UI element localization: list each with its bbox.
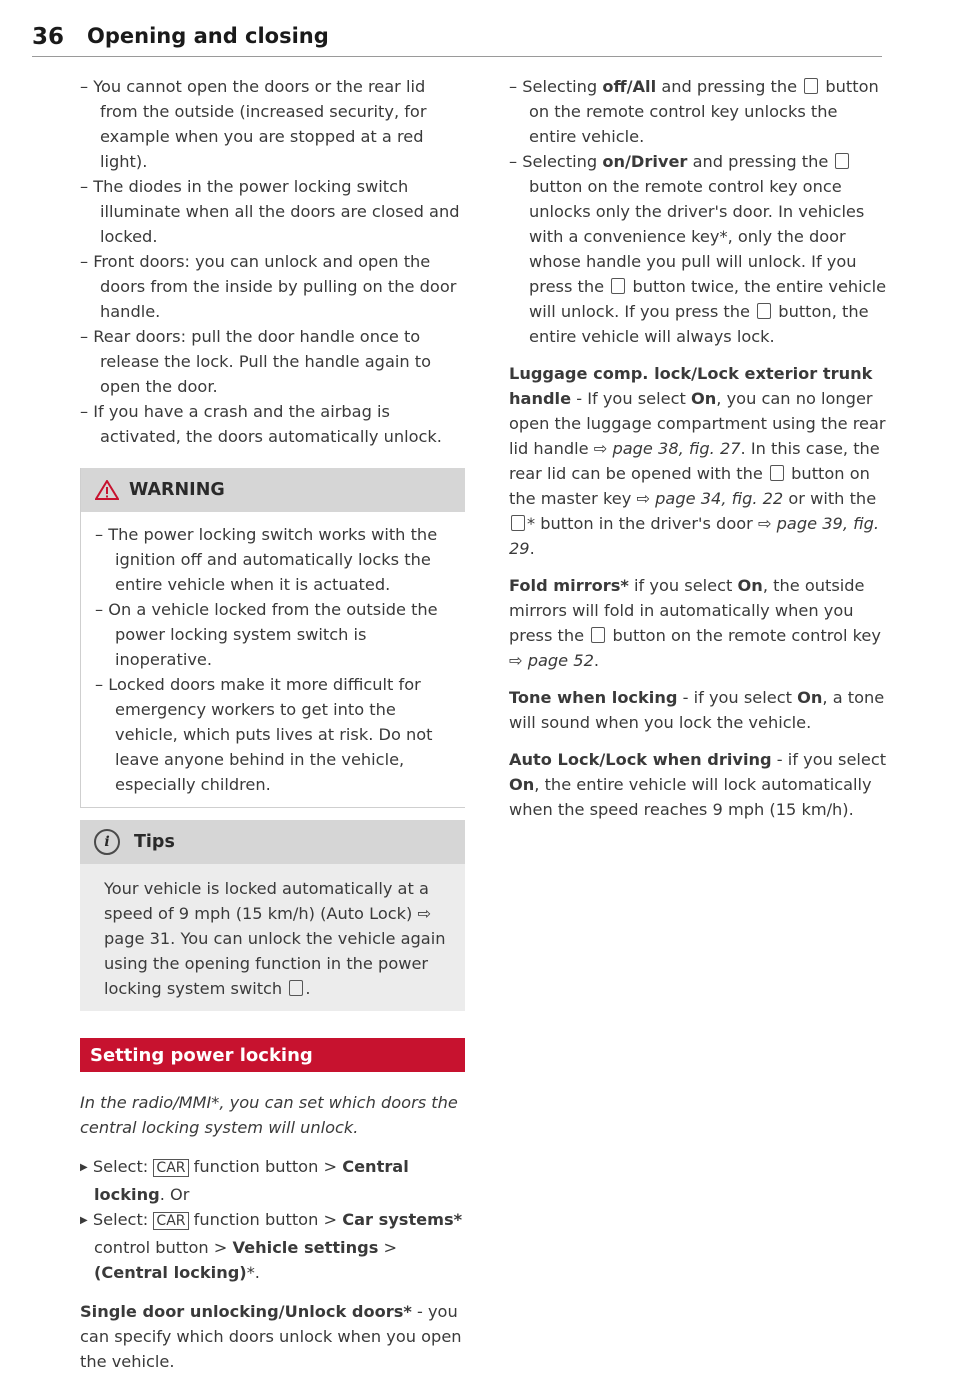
unlock-key-icon bbox=[611, 278, 625, 294]
warning-title: WARNING bbox=[129, 480, 225, 500]
text: and pressing the bbox=[692, 152, 829, 171]
option-title: Fold mirrors* bbox=[509, 576, 629, 595]
section-heading-setting-power-locking: Setting power locking bbox=[80, 1038, 465, 1072]
text: button, the entire vehicle will always lock. bbox=[529, 302, 869, 346]
unlock-key-icon bbox=[804, 78, 818, 94]
option-value: On bbox=[691, 389, 717, 408]
step-prefix: Select: bbox=[92, 1157, 149, 1176]
text: - If you select bbox=[576, 389, 686, 408]
page-reference: ⇨ page 38, fig. 27 bbox=[593, 439, 741, 458]
step-prefix: Select: bbox=[92, 1210, 149, 1229]
right-column bbox=[509, 74, 889, 822]
page-number: 36 bbox=[32, 24, 65, 50]
door-notes-list bbox=[80, 74, 465, 449]
trunk-button-icon bbox=[511, 515, 525, 531]
car-key-label: CAR bbox=[153, 1159, 188, 1177]
text: . In this case, the rear lid can be opened with the bbox=[509, 439, 880, 483]
option-value: On bbox=[509, 775, 535, 794]
warning-list bbox=[81, 512, 465, 797]
lock-key-icon bbox=[591, 627, 605, 643]
page-reference: ⇨ page 39, fig. 29 bbox=[509, 514, 879, 558]
list-item: – Front doors: you can unlock and open the doors from the inside by pulling on the door handle. bbox=[80, 252, 457, 321]
warning-triangle-icon bbox=[95, 480, 119, 500]
text: if you select bbox=[634, 576, 733, 595]
auto-lock-paragraph bbox=[509, 747, 889, 822]
text: , the entire vehicle will lock automatically when the speed reaches 9 mph (15 km/h). bbox=[509, 775, 872, 819]
warning-item: – Locked doors make it more difficult for emergency workers to get into the vehicle, which puts lives at risk. Do not leave anyone behind in the vehicle, especially children. bbox=[95, 675, 433, 794]
lock-switch-icon bbox=[289, 980, 303, 996]
page-reference: ⇨ page 34, fig. 22 bbox=[636, 489, 784, 508]
steps-list bbox=[80, 1154, 465, 1285]
text: button twice, the entire vehicle will unlock. If you press the bbox=[529, 277, 887, 321]
option-title: Tone when locking bbox=[509, 688, 678, 707]
text: button on the remote control key unlocks the entire vehicle. bbox=[529, 77, 879, 146]
page-header bbox=[32, 22, 882, 57]
text: . bbox=[593, 651, 600, 670]
list-item: – You cannot open the doors or the rear lid from the outside (increased security, for example when you are stopped at a red light). bbox=[80, 77, 427, 171]
lock-key-icon bbox=[757, 303, 771, 319]
left-column bbox=[80, 74, 465, 1374]
list-item bbox=[509, 74, 889, 149]
unlock-key-icon bbox=[835, 153, 849, 169]
warning-item: – The power locking switch works with the ignition off and automatically locks the entire vehicle when it is actuated. bbox=[95, 525, 438, 594]
option-title: Single door unlocking/Unlock doors* bbox=[80, 1302, 412, 1321]
step-item bbox=[80, 1154, 465, 1207]
fold-mirrors-paragraph bbox=[509, 573, 889, 673]
text: - if you select bbox=[682, 688, 792, 707]
option-text: - you can specify which doors unlock when you open the vehicle. bbox=[80, 1302, 462, 1371]
tone-paragraph bbox=[509, 685, 889, 735]
text: button on the master key bbox=[509, 464, 870, 508]
step-arrow-icon: ▶ bbox=[80, 1162, 88, 1173]
step-text: > bbox=[383, 1238, 398, 1257]
luggage-lock-paragraph bbox=[509, 361, 889, 561]
page-reference: ⇨ page 52 bbox=[509, 651, 594, 670]
selection-list bbox=[509, 74, 889, 349]
text: , a tone will sound when you lock the vehicle. bbox=[509, 688, 885, 732]
text: - if you select bbox=[776, 750, 887, 769]
step-arrow-icon: ▶ bbox=[80, 1215, 88, 1226]
step-text: control button > bbox=[94, 1238, 228, 1257]
single-door-paragraph bbox=[80, 1299, 465, 1374]
trunk-key-icon bbox=[770, 465, 784, 481]
step-bold: (Central locking) bbox=[94, 1263, 247, 1282]
step-bold: Car systems* bbox=[342, 1210, 463, 1229]
text: . bbox=[529, 539, 535, 558]
info-icon: i bbox=[94, 829, 120, 855]
tips-title: Tips bbox=[134, 832, 175, 852]
step-item bbox=[80, 1207, 465, 1285]
step-bold: Vehicle settings bbox=[232, 1238, 379, 1257]
list-item: – Rear doors: pull the door handle once to release the lock. Pull the handle again to open the door. bbox=[80, 327, 432, 396]
tips-header bbox=[80, 820, 465, 864]
step-text: function button > bbox=[193, 1157, 338, 1176]
step-suffix: . Or bbox=[159, 1185, 190, 1204]
text: and pressing the bbox=[661, 77, 798, 96]
list-item: – The diodes in the power locking switch illuminate when all the doors are closed and locked. bbox=[80, 177, 460, 246]
list-item: – If you have a crash and the airbag is activated, the doors automatically unlock. bbox=[80, 402, 442, 446]
tips-box bbox=[80, 820, 465, 1011]
warning-header bbox=[81, 468, 465, 512]
text: , you can no longer open the luggage compartment using the rear lid handle bbox=[509, 389, 886, 458]
section-intro: In the radio/MMI*, you can set which doors the central locking system will unlock. bbox=[80, 1093, 458, 1137]
option-value: On bbox=[797, 688, 823, 707]
text: or with the bbox=[788, 489, 877, 508]
option-value: off/All bbox=[602, 77, 657, 96]
step-text: function button > bbox=[193, 1210, 338, 1229]
step-bold: Central locking bbox=[94, 1157, 409, 1204]
warning-item: – On a vehicle locked from the outside the power locking system switch is inoperative. bbox=[95, 600, 438, 669]
car-key-label: CAR bbox=[153, 1212, 188, 1230]
text: * button in the driver's door bbox=[527, 514, 753, 533]
text: – Selecting bbox=[509, 77, 598, 96]
option-value: on/Driver bbox=[602, 152, 688, 171]
section-title: Opening and closing bbox=[87, 24, 329, 48]
option-value: On bbox=[737, 576, 763, 595]
text: – Selecting bbox=[509, 152, 598, 171]
tips-text: Your vehicle is locked automatically at a speed of 9 mph (15 km/h) (Auto Lock) ⇨ page 31. You can unlock the vehicle again using the opening function in the power locking system switch . bbox=[104, 879, 446, 998]
list-item bbox=[509, 149, 889, 349]
step-suffix: *. bbox=[246, 1263, 260, 1282]
text: button on the remote control key once unlocks only the driver's door. In vehicles with a convenience key*, only the door whose handle you pull will unlock. If you press the bbox=[529, 177, 865, 296]
warning-box bbox=[80, 468, 465, 808]
text: , the outside mirrors will fold in automatically when you press the bbox=[509, 576, 865, 645]
text: button on the remote control key bbox=[612, 626, 881, 645]
option-title: Auto Lock/Lock when driving bbox=[509, 750, 772, 769]
tips-text-body: Your vehicle is locked automatically at a speed of 9 mph (15 km/h) (Auto Lock) ⇨ page 31. You can unlock the vehicle again using the opening function in the power locking system switch bbox=[104, 879, 446, 998]
option-title: Luggage comp. lock/Lock exterior trunk handle bbox=[509, 364, 873, 408]
